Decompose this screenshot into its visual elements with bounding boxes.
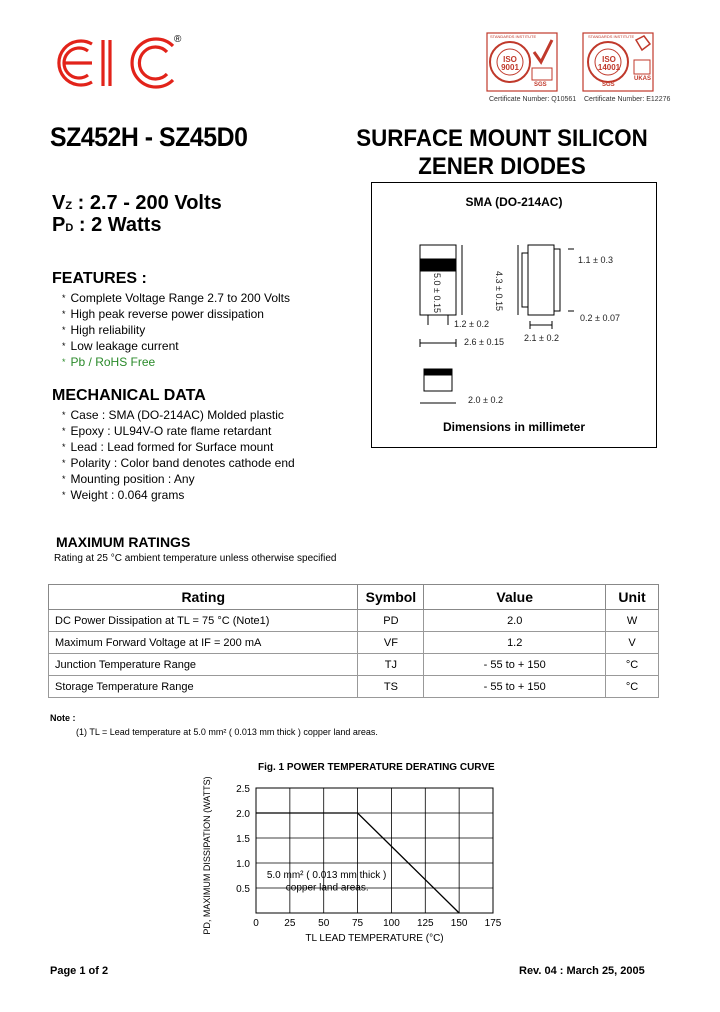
dim-g: 1.1 ± 0.3 [578, 255, 613, 265]
iso14001-cert-badge [582, 32, 654, 92]
dim-c: 2.6 ± 0.15 [464, 337, 504, 347]
product-description [344, 125, 660, 181]
x-tick-label: 75 [352, 918, 364, 929]
revision-date: Rev. 04 : March 25, 2005 [519, 965, 645, 977]
page-number: Page 1 of 2 [50, 965, 109, 977]
list-item: * Pb / RoHS Free [62, 355, 156, 369]
features-list [62, 290, 290, 370]
registered-mark: ® [174, 34, 182, 45]
company-logo [48, 32, 188, 94]
dim-d: 4.3 ± 0.15 [494, 271, 504, 311]
iso9001-cert-badge [486, 32, 558, 92]
iso9001-label: ISO 9001 [501, 55, 519, 72]
description-line2: ZENER DIODES [418, 153, 586, 180]
list-item: * Weight : 0.064 grams [62, 488, 185, 502]
col-symbol: Symbol [358, 585, 424, 610]
x-tick-label: 100 [383, 918, 400, 929]
iso9001-sgs: SGS [534, 82, 547, 88]
dim-b: 1.2 ± 0.2 [454, 319, 489, 329]
col-value: Value [424, 585, 606, 610]
table-row: DC Power Dissipation at TL = 75 °C (Note1) PD 2.0 W [49, 610, 659, 632]
list-item: * High reliability [62, 323, 146, 337]
x-tick-label: 50 [318, 918, 330, 929]
derating-chart [196, 774, 502, 944]
package-outline-drawing [372, 183, 656, 413]
y-axis-label: PD, MAXIMUM DISSIPATION (WATTS) [202, 776, 212, 935]
note-heading: Note : [50, 713, 76, 723]
x-tick-label: 150 [450, 918, 468, 929]
y-tick-label: 2.0 [236, 809, 250, 820]
x-tick-label: 175 [484, 918, 502, 929]
list-item: * Epoxy : UL94V-O rate flame retardant [62, 424, 272, 438]
x-tick-label: 25 [284, 918, 296, 929]
features-heading: FEATURES : [52, 270, 147, 287]
iso14001-sgs: SGS [602, 82, 615, 88]
iso9001-ring-text: STANDARDS INSTITUTE [490, 34, 537, 39]
col-rating: Rating [49, 585, 358, 610]
plot-frame [256, 788, 493, 913]
iso14001-ukas: UKAS [634, 76, 652, 82]
dim-h: 2.0 ± 0.2 [468, 395, 503, 405]
package-footer: Dimensions in millimeter [442, 420, 586, 434]
pd-spec: PD : 2 Watts [52, 214, 162, 236]
chart-title: Fig. 1 POWER TEMPERATURE DERATING CURVE [258, 762, 495, 773]
table-row: Junction Temperature Range TJ - 55 to + 150 °C [49, 654, 659, 676]
y-tick-label: 1.0 [236, 859, 250, 870]
part-number-title: SZ452H - SZ45D0 [50, 122, 248, 152]
mechanical-list [62, 407, 295, 503]
list-item: * Low leakage current [62, 339, 179, 353]
list-item: * High peak reverse power dissipation [62, 307, 264, 321]
note-1: (1) TL = Lead temperature at 5.0 mm² ( 0.013 mm thick ) copper land areas. [76, 727, 378, 737]
y-tick-label: 2.5 [236, 784, 250, 795]
y-tick-label: 0.5 [236, 884, 250, 895]
list-item: * Lead : Lead formed for Surface mount [62, 440, 274, 454]
x-axis-label: TL LEAD TEMPERATURE (°C) [305, 933, 444, 944]
dim-e: 2.1 ± 0.2 [524, 333, 559, 343]
iso14001-label: ISO 14001 [597, 55, 621, 72]
list-item: * Mounting position : Any [62, 472, 195, 486]
description-line1: SURFACE MOUNT SILICON [356, 125, 648, 152]
ratings-subtitle: Rating at 25 °C ambient temperature unless otherwise specified [54, 553, 337, 564]
table-header-row [49, 585, 659, 610]
x-tick-label: 125 [416, 918, 434, 929]
dim-f: 0.2 ± 0.07 [580, 313, 620, 323]
mechanical-heading: MECHANICAL DATA [52, 387, 206, 404]
dim-a: 5.0 ± 0.15 [432, 273, 442, 313]
list-item: * Case : SMA (DO-214AC) Molded plastic [62, 408, 284, 422]
iso9001-caption: Certificate Number: Q10561 [489, 96, 577, 103]
iso14001-caption: Certificate Number: E12276 [584, 96, 671, 103]
y-tick-label: 1.5 [236, 834, 250, 845]
table-row: Maximum Forward Voltage at IF = 200 mA VF 1.2 V [49, 632, 659, 654]
table-row: Storage Temperature Range TS - 55 to + 150 °C [49, 676, 659, 698]
package-drawing-box [371, 182, 657, 448]
chart-annotation-line1: 5.0 mm² ( 0.013 mm thick ) [266, 870, 387, 881]
ratings-table [48, 584, 659, 698]
x-tick-label: 0 [253, 918, 259, 929]
col-unit: Unit [606, 585, 659, 610]
chart-annotation-line2: copper land areas. [285, 882, 369, 894]
list-item: * Polarity : Color band denotes cathode end [62, 456, 295, 470]
vz-spec: VZ : 2.7 - 200 Volts [52, 192, 222, 214]
list-item: * Complete Voltage Range 2.7 to 200 Volts [62, 291, 291, 305]
package-title: SMA (DO-214AC) [465, 195, 563, 209]
ratings-heading: MAXIMUM RATINGS [56, 534, 191, 550]
iso14001-ring-text: STANDARDS INSTITUTE [588, 34, 635, 39]
